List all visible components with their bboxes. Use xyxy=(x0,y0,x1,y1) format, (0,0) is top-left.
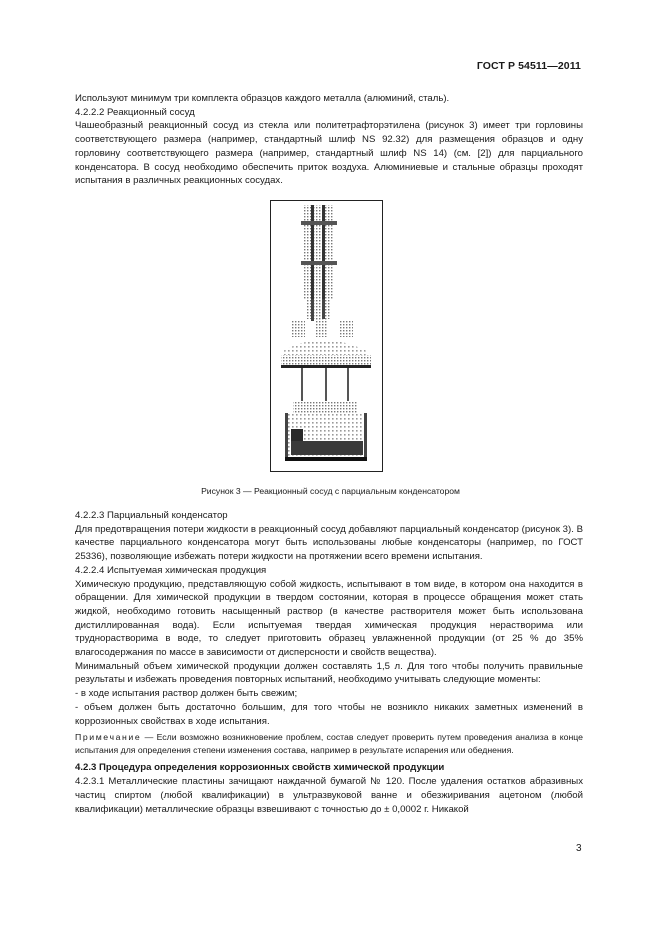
paragraph: Химическую продукцию, представляющую собой жидкость, испытывают в том виде, в котором она находится в обращении. Для химической продукции в твердом состоянии, которая в процессе обращения может стать жидкой, необходимо готовить насыщенный раствор (в качестве растворителя может быть использована дистиллированная вода). Если испытуемая твердая химическая продукция нерастворима или труднорастворима в воде, то следует приготовить образец увлажненной продукции (от 25 % до 35% влагосодержания по массе в зависимости от дисперсности и свойств вещества). xyxy=(75,578,583,659)
note xyxy=(75,731,583,756)
section-block-1 xyxy=(75,92,583,188)
list-item: - объем должен быть достаточно большим, для того чтобы не возникло никаких заметных изменений в коррозионных свойствах в ходе испытания. xyxy=(75,701,583,727)
figure-photo xyxy=(270,200,383,472)
list-item: - в ходе испытания раствор должен быть свежим; xyxy=(75,688,298,700)
section-block-2 xyxy=(75,509,583,816)
document-header: ГОСТ Р 54511—2011 xyxy=(476,60,581,72)
paragraph: Минимальный объем химической продукции должен составлять 1,5 л. Для того чтобы получить правильные результаты и избежать проведения повторных испытаний, необходимо учитывать следующие моменты: xyxy=(75,660,583,686)
paragraph: Используют минимум три комплекта образцов каждого металла (алюминий, сталь). xyxy=(75,93,450,104)
subsection-heading: 4.2.2.2 Реакционный сосуд xyxy=(75,106,195,118)
page-number: 3 xyxy=(576,843,582,854)
reaction-vessel-illustration xyxy=(271,201,382,471)
paragraph: 4.2.3.1 Металлические пластины зачищают наждачной бумагой № 120. После удаления остатков абразивных частиц спиртом (любой квалификации) в ультразвуковой ванне и обезжиривания ацетоном (любой квалификации) металлические образцы взвешивают с точностью до ± 0,0002 г. Никакой xyxy=(75,776,583,815)
paragraph: Чашеобразный реакционный сосуд из стекла или политетрафторэтилена (рисунок 3) имеет три горловины соответствующего размера (например, стандартный шлиф NS 92.32) для размещения образцов и одну горловину соответствующего размера (например, стандартный шлиф NS 14) (см. [2]) для парциального конденсатора. В сосуд необходимо обеспечить приток воздуха. Алюминиевые и стальные образцы проходят испытания в различных реакционных сосудах. xyxy=(75,120,583,187)
subsection-heading: 4.2.2.3 Парциальный конденсатор xyxy=(75,510,228,521)
figure-caption: Рисунок 3 — Реакционный сосуд с парциальным конденсатором xyxy=(201,486,460,496)
subsection-heading: 4.2.2.4 Испытуемая химическая продукция xyxy=(75,564,267,576)
subsection-heading-bold: 4.2.3 Процедура определения коррозионных свойств химической продукции xyxy=(75,762,445,774)
paragraph: Для предотвращения потери жидкости в реакционный сосуд добавляют парциальный конденсатор (рисунок 3). В качестве парциального конденсатора могут быть использованы любые конденсаторы (например, по ГОСТ 25336), позволяющие избежать потери жидкости на протяжении всего времени испытания. xyxy=(75,523,583,563)
note-text: — Если возможно возникновение проблем, состав следует проверить путем проведения анализа в конце испытания для определения степени изменения состава, например в результате испарения или обеднения. xyxy=(75,732,583,755)
note-label: Примечание xyxy=(75,732,142,743)
